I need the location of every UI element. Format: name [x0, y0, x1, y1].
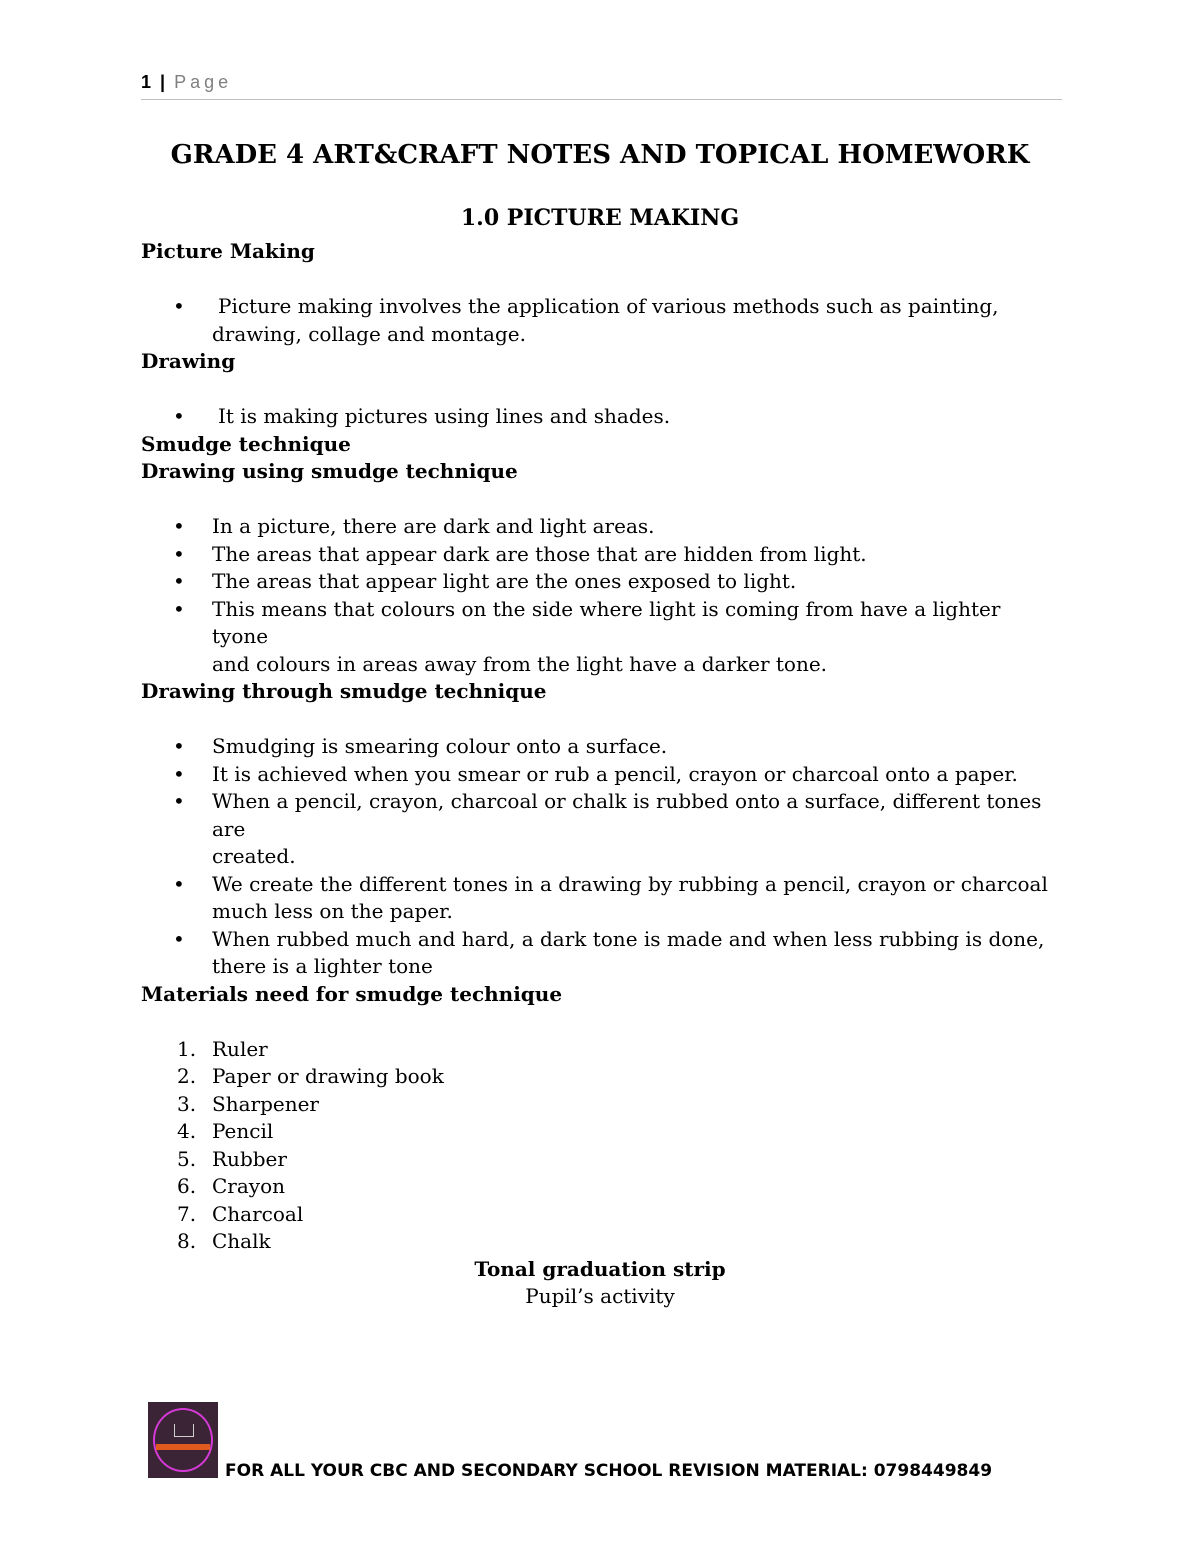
list-item — [141, 926, 1062, 981]
list-item: 5. Rubber — [177, 1146, 287, 1171]
heading-picture-making: Picture Making — [141, 239, 315, 263]
section-title: 1.0 PICTURE MAKING — [460, 205, 740, 231]
smudge-list — [141, 513, 1062, 678]
list-item-line: there is a lighter tone — [212, 954, 433, 978]
list-item-line: • When rubbed much and hard, a dark tone is made and when less rubbing is done, — [212, 926, 1045, 951]
material-name: Rubber — [212, 1146, 287, 1171]
material-name: Charcoal — [212, 1201, 304, 1226]
activity-block — [0, 1256, 1200, 1311]
list-item: • It is achieved when you smear or rub a pencil, crayon or charcoal onto a paper. — [141, 761, 1062, 789]
list-item-line: • We create the different tones in a drawing by rubbing a pencil, crayon or charcoal — [212, 871, 1048, 896]
list-item: • Smudging is smearing colour onto a surface. — [141, 733, 1062, 761]
list-item: • The areas that appear dark are those that are hidden from light. — [141, 541, 1062, 569]
list-item-line: • This means that colours on the side where light is coming from have a lighter tyone — [212, 596, 1001, 648]
activity-title: Tonal graduation strip — [474, 1256, 726, 1281]
picture-making-list — [141, 293, 1062, 348]
list-item-line: and colours in areas away from the light have a darker tone. — [212, 651, 828, 676]
publisher-logo — [148, 1402, 218, 1478]
list-item-line: much less on the paper. — [212, 899, 453, 923]
material-name: Chalk — [212, 1229, 271, 1253]
drawing-list — [141, 403, 1062, 431]
list-item: • It is making pictures using lines and shades. — [141, 403, 1062, 431]
list-item: 2. Paper or drawing book — [177, 1064, 444, 1088]
list-item-line: drawing, collage and montage. — [212, 321, 526, 346]
page-separator: | — [160, 72, 166, 92]
list-item: 6. Crayon — [177, 1174, 286, 1198]
logo-brand-bar — [156, 1444, 210, 1450]
list-item: 1. Ruler — [177, 1036, 268, 1061]
page-header — [141, 72, 1062, 100]
heading-smudge-technique: Smudge technique — [141, 431, 351, 456]
material-name: Paper or drawing book — [212, 1064, 444, 1088]
material-name: Pencil — [212, 1119, 274, 1143]
list-item: 8. Chalk — [177, 1229, 271, 1253]
list-item: • In a picture, there are dark and light areas. — [141, 513, 1062, 541]
book-icon — [174, 1424, 194, 1437]
footer-text: FOR ALL YOUR CBC AND SECONDARY SCHOOL REVISION MATERIAL: 0798449849 — [225, 1461, 993, 1481]
activity-subtitle: Pupil’s activity — [525, 1284, 675, 1308]
materials-list — [141, 1036, 1062, 1256]
list-item — [141, 596, 1062, 679]
page-number: 1 — [141, 72, 152, 92]
list-item — [141, 871, 1062, 926]
list-item — [141, 293, 1062, 348]
through-list — [141, 733, 1062, 981]
material-name: Crayon — [212, 1174, 286, 1198]
heading-drawing-through-smudge: Drawing through smudge technique — [141, 679, 547, 703]
heading-drawing: Drawing — [141, 349, 236, 373]
list-item: 4. Pencil — [177, 1119, 274, 1143]
heading-materials: Materials need for smudge technique — [141, 981, 563, 1006]
list-item: 3. Sharpener — [177, 1091, 319, 1116]
document-body — [141, 238, 1062, 1311]
document-title: GRADE 4 ART&CRAFT NOTES AND TOPICAL HOMEWORK — [170, 140, 1030, 170]
list-item-line: • Picture making involves the application of various methods such as painting, — [218, 294, 999, 318]
list-item-line: • When a pencil, crayon, charcoal or chalk is rubbed onto a surface, different tones are — [212, 789, 1042, 841]
list-item: • The areas that appear light are the ones exposed to light. — [141, 568, 1062, 596]
material-name: Ruler — [212, 1036, 268, 1061]
list-item — [141, 788, 1062, 871]
logo-ring — [153, 1408, 213, 1472]
subheading-drawing-using-smudge: Drawing using smudge technique — [141, 459, 518, 483]
material-name: Sharpener — [212, 1091, 319, 1116]
page-word: Page — [174, 72, 233, 92]
list-item-line: created. — [212, 844, 296, 868]
list-item: 7. Charcoal — [177, 1201, 304, 1226]
